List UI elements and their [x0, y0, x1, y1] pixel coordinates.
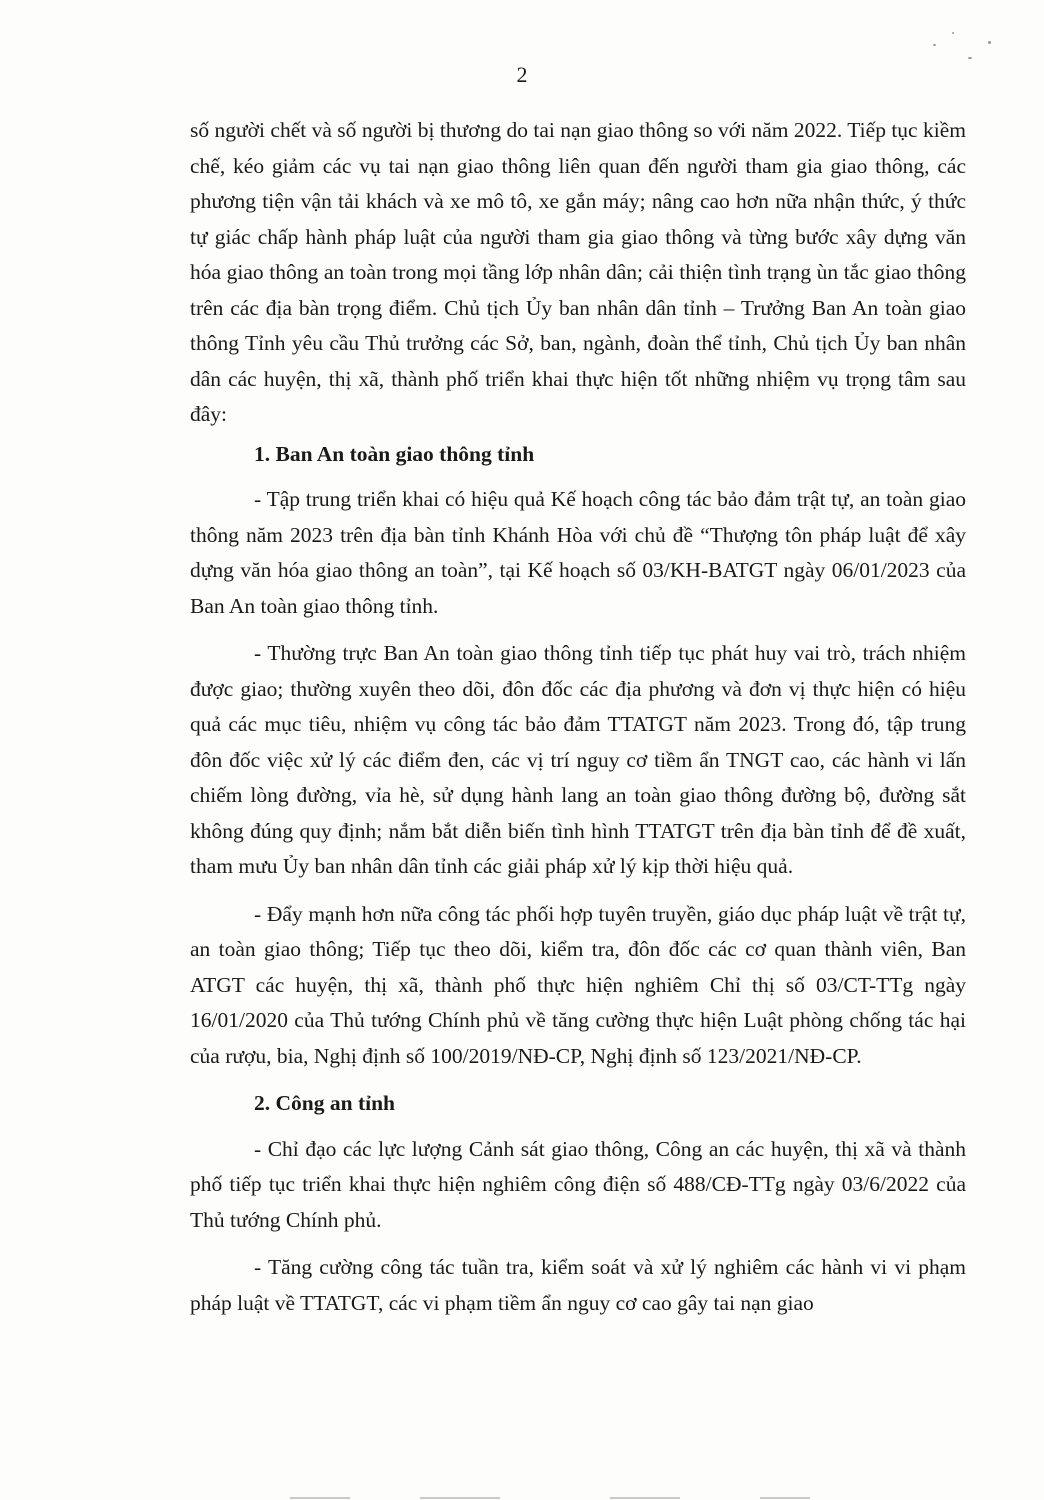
section-heading-1: 1. Ban An toàn giao thông tỉnh: [254, 441, 535, 466]
section-1-paragraph-1: - Tập trung triển khai có hiệu quả Kế hoạch công tác bảo đảm trật tự, an toàn giao thông năm 2023 trên địa bàn tỉnh Khánh Hòa với chủ đề “Thượng tôn pháp luật để xây dựng văn hóa giao thông an toàn”, tại Kế hoạch số 03/KH-BATGT ngày 06/01/2023 của Ban An toàn giao thông tỉnh.: [190, 487, 966, 618]
document-body: [190, 113, 966, 1321]
scan-edge-line: [290, 1497, 350, 1499]
scan-edge-line: [420, 1497, 500, 1499]
section-heading-2: 2. Công an tỉnh: [254, 1091, 395, 1115]
intro-paragraph: số người chết và số người bị thương do tai nạn giao thông so với năm 2022. Tiếp tục kiềm chế, kéo giảm các vụ tai nạn giao thông liên quan đến người tham gia giao thông, các phương tiện vận tải khách và xe mô tô, xe gắn máy; nâng cao hơn nữa nhận thức, ý thức tự giác chấp hành pháp luật của người tham gia giao thông và từng bước xây dựng văn hóa giao thông an toàn trong mọi tầng lớp nhân dân; cải thiện tình trạng ùn tắc giao thông trên các địa bàn trọng điểm. Chủ tịch Ủy ban nhân dân tỉnh – Trưởng Ban An toàn giao thông Tỉnh yêu cầu Thủ trưởng các Sở, ban, ngành, đoàn thể tỉnh, Chủ tịch Ủy ban nhân dân các huyện, thị xã, thành phố triển khai thực hiện tốt những nhiệm vụ trọng tâm sau đây:: [190, 118, 966, 426]
section-2-paragraph-1: - Chỉ đạo các lực lượng Cảnh sát giao thông, Công an các huyện, thị xã và thành phố tiếp tục triển khai thực hiện nghiêm công điện số 488/CĐ-TTg ngày 03/6/2022 của Thủ tướng Chính phủ.: [190, 1136, 966, 1232]
section-1-paragraph-2: - Thường trực Ban An toàn giao thông tỉnh tiếp tục phát huy vai trò, trách nhiệm được giao; thường xuyên theo dõi, đôn đốc các địa phương và đơn vị thực hiện có hiệu quả các mục tiêu, nhiệm vụ công tác bảo đảm TTATGT năm 2023. Trong đó, tập trung đôn đốc việc xử lý các điểm đen, các vị trí nguy cơ tiềm ẩn TNGT cao, các hành vi lấn chiếm lòng đường, vỉa hè, sử dụng hành lang an toàn giao thông đường bộ, đường sắt không đúng quy định; nắm bắt diễn biến tình hình TTATGT trên địa bàn tỉnh để đề xuất, tham mưu Ủy ban nhân dân tỉnh các giải pháp xử lý kịp thời hiệu quả.: [190, 641, 966, 878]
scan-speck: [952, 32, 954, 34]
scan-edge-line: [610, 1497, 680, 1499]
scan-speck: [968, 57, 972, 59]
scan-speck: [933, 44, 936, 46]
scan-edge-line: [760, 1497, 810, 1499]
scan-speck: [988, 41, 991, 44]
section-1-paragraph-3: - Đẩy mạnh hơn nữa công tác phối hợp tuyên truyền, giáo dục pháp luật về trật tự, an toàn giao thông; Tiếp tục theo dõi, kiểm tra, đôn đốc các cơ quan thành viên, Ban ATGT các huyện, thị xã, thành phố thực hiện nghiêm Chỉ thị số 03/CT-TTg ngày 16/01/2020 của Thủ tướng Chính phủ về tăng cường thực hiện Luật phòng chống tác hại của rượu, bia, Nghị định số 100/2019/NĐ-CP, Nghị định số 123/2021/NĐ-CP.: [190, 901, 966, 1068]
page-number: 2: [516, 62, 528, 87]
section-2-paragraph-2: - Tăng cường công tác tuần tra, kiểm soát và xử lý nghiêm các hành vi vi phạm pháp luật về TTATGT, các vi phạm tiềm ẩn nguy cơ cao gây tai nạn giao: [190, 1255, 966, 1315]
